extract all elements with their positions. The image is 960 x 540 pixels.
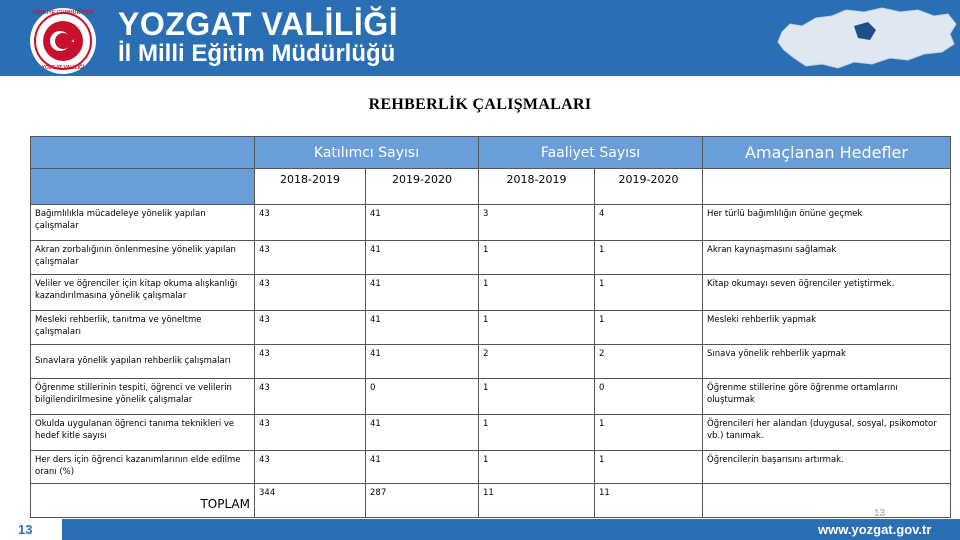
page-title: REHBERLİK ÇALIŞMALARI — [368, 96, 592, 113]
row-label: Akran zorbalığının önlenmesine yönelik yapılan çalışmalar — [31, 241, 255, 275]
row-label: Mesleki rehberlik, tanıtma ve yöneltme çalışmaları — [31, 311, 255, 345]
activities-2018: 1 — [479, 379, 595, 415]
table-row — [31, 311, 951, 345]
participants-2018: 43 — [255, 241, 366, 275]
activities-2019: 1 — [595, 241, 703, 275]
participants-2019: 0 — [366, 379, 479, 415]
activities-2019: 4 — [595, 205, 703, 241]
activities-2018: 1 — [479, 415, 595, 451]
activities-2018: 3 — [479, 205, 595, 241]
goals-header: Amaçlanan Hedefler — [703, 137, 951, 169]
goal-text: Sınava yönelik rehberlik yapmak — [703, 345, 951, 379]
page-number: 13 — [18, 522, 33, 537]
row-label: Bağımlılıkla mücadeleye yönelik yapılan çalışmalar — [31, 205, 255, 241]
logo-top-text: TÜRKİYE CUMHURİYETİ — [32, 10, 94, 16]
turkey-map-icon — [772, 2, 958, 74]
row-label: Her ders için öğrenci kazanımlarının elde edilme oranı (%) — [31, 451, 255, 484]
goal-text: Kitap okumayı seven öğrenciler yetiştirmek. — [703, 275, 951, 311]
participants-2019: 41 — [366, 345, 479, 379]
total-label: TOPLAM — [31, 484, 255, 518]
participants-year-2: 2019-2020 — [366, 169, 479, 205]
goal-text: Her türlü bağımlılığın önüne geçmek — [703, 205, 951, 241]
header-title: YOZGAT VALİLİĞİ — [118, 6, 399, 42]
participants-2018: 43 — [255, 311, 366, 345]
slide-number: 13 — [874, 508, 886, 519]
activities-2019: 1 — [595, 451, 703, 484]
activities-2019: 1 — [595, 415, 703, 451]
activities-year-2: 2019-2020 — [595, 169, 703, 205]
activities-2018: 1 — [479, 275, 595, 311]
activities-2018: 1 — [479, 241, 595, 275]
year-blank-cell — [31, 169, 255, 205]
footer-bar — [0, 519, 960, 540]
activities-2019: 1 — [595, 275, 703, 311]
activities-2019: 1 — [595, 311, 703, 345]
total-activities-2018: 11 — [479, 484, 595, 518]
participants-2019: 41 — [366, 205, 479, 241]
crescent-star-icon — [43, 21, 83, 61]
participants-2019: 41 — [366, 241, 479, 275]
guidance-activities-table — [30, 136, 951, 518]
table-row — [31, 451, 951, 484]
table-row — [31, 345, 951, 379]
activities-year-1: 2018-2019 — [479, 169, 595, 205]
participants-2019: 41 — [366, 451, 479, 484]
participants-2018: 43 — [255, 205, 366, 241]
goal-text: Öğrencilerin başarısını artırmak. — [703, 451, 951, 484]
table-row — [31, 275, 951, 311]
total-goal-blank — [703, 484, 951, 518]
header-subtitle: İl Milli Eğitim Müdürlüğü — [118, 40, 396, 67]
table-row — [31, 241, 951, 275]
goal-text: Mesleki rehberlik yapmak — [703, 311, 951, 345]
yozgat-valiligi-logo — [30, 8, 96, 74]
participants-2018: 43 — [255, 275, 366, 311]
participants-year-1: 2018-2019 — [255, 169, 366, 205]
goal-text: Öğrenme stillerine göre öğrenme ortamlarını oluşturmak — [703, 379, 951, 415]
participants-2019: 41 — [366, 311, 479, 345]
table-row — [31, 379, 951, 415]
participants-2018: 43 — [255, 415, 366, 451]
activities-2019: 0 — [595, 379, 703, 415]
activities-2018: 1 — [479, 451, 595, 484]
table-row — [31, 415, 951, 451]
row-label: Veliler ve öğrenciler için kitap okuma alışkanlığı kazandırılmasına yönelik çalışmalar — [31, 275, 255, 311]
participants-2019: 41 — [366, 275, 479, 311]
year-header-row — [31, 169, 951, 205]
goal-text: Öğrencileri her alandan (duygusal, sosyal, psikomotor vb.) tanımak. — [703, 415, 951, 451]
row-label: Sınavlara yönelik yapılan rehberlik çalışmaları — [31, 345, 255, 379]
total-participants-2018: 344 — [255, 484, 366, 518]
group-header-row — [31, 137, 951, 169]
total-participants-2019: 287 — [366, 484, 479, 518]
goal-text: Akran kaynaşmasını sağlamak — [703, 241, 951, 275]
website-link[interactable]: www.yozgat.gov.tr — [818, 522, 932, 537]
table-row — [31, 205, 951, 241]
participants-2019: 41 — [366, 415, 479, 451]
row-label: Öğrenme stillerinin tespiti, öğrenci ve velilerin bilgilendirilmesine yönelik çalışmalar — [31, 379, 255, 415]
activities-2019: 2 — [595, 345, 703, 379]
participants-header: Katılımcı Sayısı — [255, 137, 479, 169]
total-row — [31, 484, 951, 518]
logo-bottom-text: YOZGAT VALİLİĞİ — [41, 65, 85, 71]
activities-2018: 1 — [479, 311, 595, 345]
activities-2018: 2 — [479, 345, 595, 379]
header-blank-cell — [31, 137, 255, 169]
row-label: Okulda uygulanan öğrenci tanıma teknikleri ve hedef kitle sayısı — [31, 415, 255, 451]
participants-2018: 43 — [255, 451, 366, 484]
participants-2018: 43 — [255, 379, 366, 415]
participants-2018: 43 — [255, 345, 366, 379]
activities-header: Faaliyet Sayısı — [479, 137, 703, 169]
total-activities-2019: 11 — [595, 484, 703, 518]
goals-year-blank — [703, 169, 951, 205]
